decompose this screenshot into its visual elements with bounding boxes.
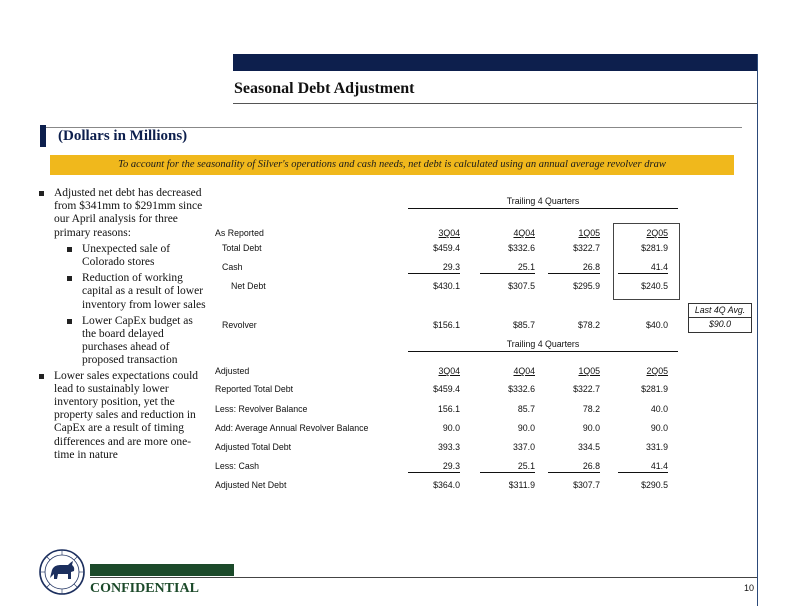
last-4q-avg-box (688, 303, 752, 333)
table2-sum-rule (548, 472, 600, 473)
subtitle-accent-bar (40, 125, 46, 147)
bull-seal-icon (38, 548, 86, 596)
table2-cell: 90.0 (582, 423, 600, 433)
table2-cell: 78.2 (582, 404, 600, 414)
avg-value: $90.0 (708, 319, 731, 329)
table1-cell: $322.7 (573, 243, 600, 253)
table1-cell: $307.5 (508, 281, 535, 291)
table2-col-2q05: 2Q05 (646, 366, 668, 376)
table1-cell: 29.3 (442, 262, 460, 272)
table2-row-label-less-revolver: Less: Revolver Balance (215, 404, 308, 414)
table2-cell: 40.0 (650, 404, 668, 414)
table1-sum-rule (480, 273, 535, 274)
table1-col-1q05: 1Q05 (578, 228, 600, 238)
table1-row-net-debt-label: Net Debt (231, 281, 266, 291)
table2-header: Trailing 4 Quarters (506, 339, 580, 349)
table2-cell: 41.4 (650, 461, 668, 471)
table2-cell: 29.3 (442, 461, 460, 471)
header-band (233, 54, 757, 71)
table2-cell: $364.0 (433, 480, 460, 490)
table2-cell: $307.7 (573, 480, 600, 490)
table1-cell: $85.7 (512, 320, 535, 330)
table2-cell: 85.7 (517, 404, 535, 414)
table1-col-3q04: 3Q04 (438, 228, 460, 238)
table1-row-label: As Reported (215, 228, 264, 238)
table2-row-label-less-cash: Less: Cash (215, 461, 260, 471)
table2-cell: 26.8 (582, 461, 600, 471)
table1-cell: $459.4 (433, 243, 460, 253)
table1-row-total-debt-label: Total Debt (222, 243, 262, 253)
table2-cell: $311.9 (508, 480, 535, 490)
table2-cell: 393.3 (437, 442, 460, 452)
table2-header-rule (408, 351, 678, 352)
confidential-label: CONFIDENTIAL (90, 581, 199, 596)
table2-col-1q05: 1Q05 (578, 366, 600, 376)
table2-sum-rule (618, 472, 668, 473)
footer-divider (90, 577, 757, 578)
bullet-item: Lower sales expectations could lead to sustainably lower inventory position, yet the property sales and reduction in CapEx are a result of timing differences and are more one-time in nature (38, 370, 208, 462)
table2-cell: 331.9 (645, 442, 668, 452)
table1-cell: $78.2 (577, 320, 600, 330)
avg-label: Last 4Q Avg. (694, 305, 746, 315)
slide-title: Seasonal Debt Adjustment (234, 80, 415, 97)
table2-cell: 90.0 (517, 423, 535, 433)
table2-sum-rule (480, 472, 535, 473)
table1-cell: $40.0 (645, 320, 668, 330)
title-divider (233, 103, 757, 104)
avg-box-divider (689, 317, 751, 318)
table1-col-4q04: 4Q04 (513, 228, 535, 238)
table1-cell: $295.9 (573, 281, 600, 291)
table2-cell: 90.0 (442, 423, 460, 433)
page-number: 10 (744, 583, 755, 593)
table2-cell: $290.5 (641, 480, 668, 490)
table2-cell: $459.4 (433, 384, 460, 394)
table1-cell: $430.1 (433, 281, 460, 291)
table2-col-4q04: 4Q04 (513, 366, 535, 376)
table2-cell: $322.7 (573, 384, 600, 394)
table2-cell: 90.0 (650, 423, 668, 433)
table1-row-revolver-label: Revolver (222, 320, 257, 330)
summary-banner (50, 155, 734, 175)
table1-col-2q05: 2Q05 (646, 228, 668, 238)
table2-sum-rule (408, 472, 460, 473)
table2-cell: $332.6 (508, 384, 535, 394)
table2-cell: 334.5 (577, 442, 600, 452)
table1-cell: $156.1 (433, 320, 460, 330)
table1-sum-rule (548, 273, 600, 274)
table1-cell: 25.1 (517, 262, 535, 272)
bullet-item: Adjusted net debt has decreased from $341mm to $291mm since our April analysis for three primary reasons: (38, 187, 208, 240)
table2-row-label-adjusted-net-debt: Adjusted Net Debt (215, 480, 287, 490)
subtitle: (Dollars in Millions) (58, 128, 188, 144)
table2-cell: 156.1 (437, 404, 460, 414)
table1-header-rule (408, 208, 678, 209)
table1-cell: $240.5 (641, 281, 668, 291)
table1-sum-rule (618, 273, 668, 274)
table1-row-cash-label: Cash (222, 262, 243, 272)
table2-cell: 25.1 (517, 461, 535, 471)
banner-text: To account for the seasonality of Silver's operations and cash needs, net debt is calculated using an annual average revolver draw (118, 159, 666, 170)
table2-cell: $281.9 (641, 384, 668, 394)
table1-header: Trailing 4 Quarters (506, 196, 580, 206)
table2-row-label-adjusted-total-debt: Adjusted Total Debt (215, 442, 292, 452)
sub-bullet-item: Reduction of working capital as a result of lower inventory from lower sales (66, 272, 208, 312)
table2-row-label-add-avg-revolver: Add: Average Annual Revolver Balance (215, 423, 369, 433)
bullet-list (38, 187, 208, 464)
table1-cell: 41.4 (650, 262, 668, 272)
table1-cell: 26.8 (582, 262, 600, 272)
table1-sum-rule (408, 273, 460, 274)
table2-row-label: Adjusted (215, 366, 250, 376)
sub-bullet-item: Unexpected sale of Colorado stores (66, 243, 208, 269)
right-border-rule (757, 54, 758, 606)
table1-cell: $281.9 (641, 243, 668, 253)
table1-cell: $332.6 (508, 243, 535, 253)
sub-bullet-item: Lower CapEx budget as the board delayed purchases ahead of proposed transaction (66, 315, 208, 368)
table2-row-label-reported-total-debt: Reported Total Debt (215, 384, 294, 394)
table2-col-3q04: 3Q04 (438, 366, 460, 376)
footer-accent-bar (90, 564, 234, 576)
table2-cell: 337.0 (512, 442, 535, 452)
